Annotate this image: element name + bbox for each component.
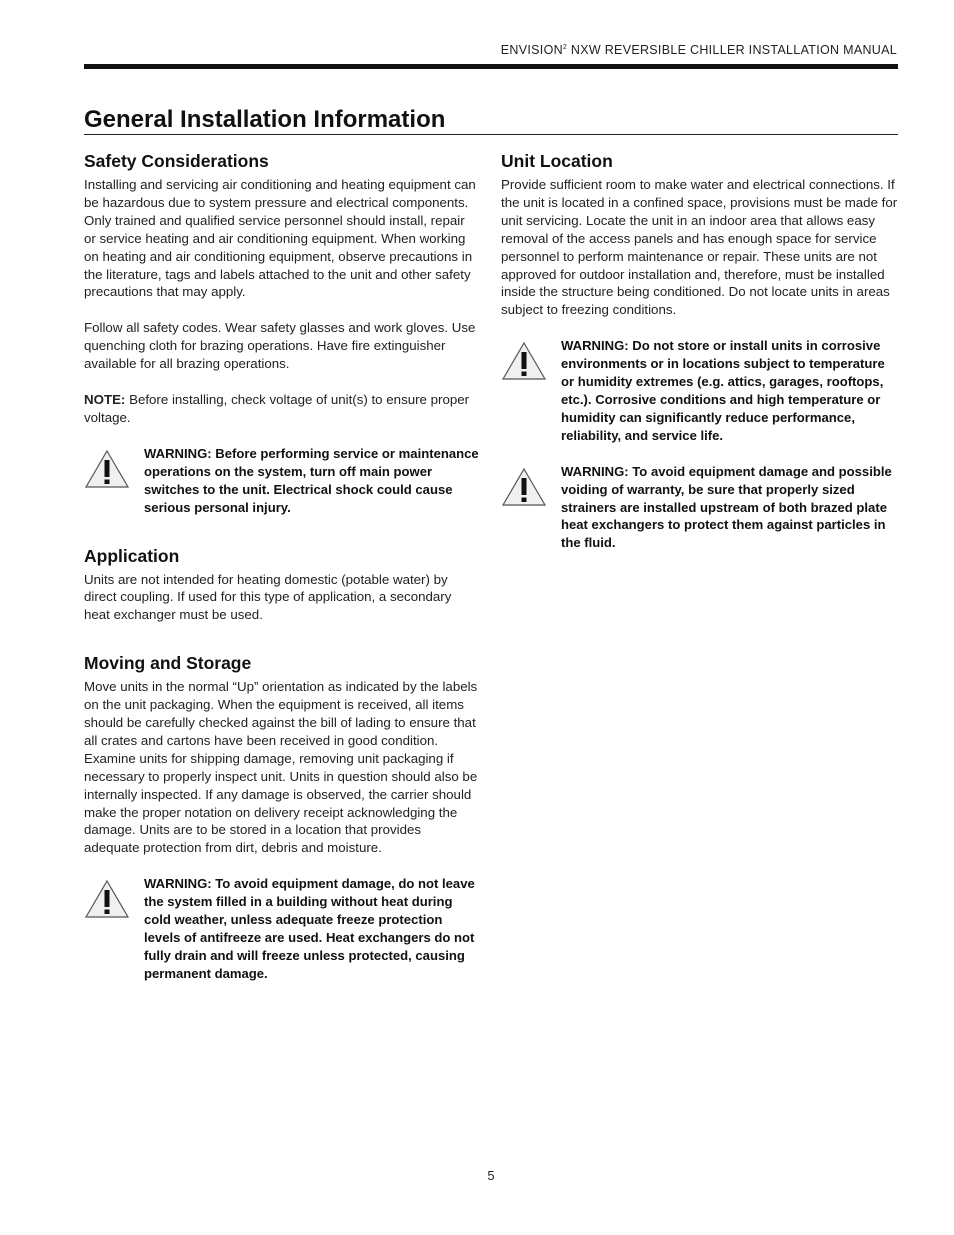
warning-corrosive-text: WARNING: Do not store or install units in corrosive environments or in locations subject to temperature or humidity extremes (e.g. attics, garages, rooftops, etc.). Corrosive conditions and high temperature or humidity can significantly reduce performance, reliability, and service life. [561, 338, 885, 443]
section-application [84, 545, 480, 625]
safety-paragraph-2: Follow all safety codes. Wear safety glasses and work gloves. Use quenching cloth for brazing operations. Have fire extinguisher available for all brazing operations. [84, 320, 476, 372]
running-header [501, 43, 897, 57]
manual-title: NXW REVERSIBLE CHILLER INSTALLATION MANUAL [567, 43, 897, 57]
section-unit-location [501, 150, 898, 552]
brand-superscript: 2 [562, 43, 568, 51]
title-rule [84, 134, 898, 135]
brand-name: ENVISION [500, 43, 563, 57]
header-rule [84, 64, 898, 69]
warning-strainers [501, 463, 898, 553]
left-column [84, 150, 480, 983]
note-text: Before installing, check voltage of unit(s) to ensure proper voltage. [84, 392, 470, 425]
page-title: General Installation Information [84, 106, 446, 133]
location-heading: Unit Location [501, 151, 613, 171]
section-moving-storage [84, 652, 480, 983]
warning-corrosive [501, 337, 898, 444]
warning-triangle-icon [501, 337, 561, 381]
safety-paragraph-1: Installing and servicing air conditioning and heating equipment can be hazardous due to system pressure and electrical components. Only trained and qualified service personnel should install, repair or service heating and air conditioning equipment. When working on heating and air conditioning equipment, observe precautions in the literature, tags and labels attached to the unit and other safety precautions that may apply. [84, 177, 476, 300]
application-heading: Application [84, 545, 180, 566]
note-label: NOTE: [84, 392, 126, 408]
warning-triangle-icon [501, 463, 561, 507]
warning-triangle-icon [84, 445, 144, 489]
warning-triangle-icon [84, 875, 144, 919]
moving-paragraph: Move units in the normal “Up” orientation as indicated by the labels on the unit packaging. When the equipment is received, all items should be carefully checked against the bill of lading to ensure that all crates and cartons have been received in good condition. Examine units for shipping damage, removing unit packaging if necessary to properly inspect unit. Units in question should also be internally inspected. If any damage is observed, the carrier should make the proper notation on delivery receipt acknowledging the damage. Units are to be stored in a location that provides adequate protection from dirt, debris and moisture. [84, 679, 478, 856]
warning-freeze [84, 875, 480, 982]
section-safety [84, 150, 480, 517]
safety-heading: Safety Considerations [84, 151, 269, 171]
warning-strainers-text: WARNING: To avoid equipment damage and possible voiding of warranty, be sure that properly sized strainers are installed upstream of both brazed plate heat exchangers to protect them against particles in the fluid. [561, 463, 892, 551]
application-paragraph: Units are not intended for heating domestic (potable water) by direct coupling. If used for this type of application, a secondary heat exchanger must be used. [84, 571, 452, 623]
warning-electrical-text: WARNING: Before performing service or maintenance operations on the system, turn off main power switches to the unit. Electrical shock could cause serious personal injury. [144, 445, 479, 515]
moving-heading: Moving and Storage [84, 653, 252, 674]
right-column [501, 150, 898, 552]
location-paragraph: Provide sufficient room to make water and electrical connections. If the unit is located in a confined space, provisions must be made for unit servicing. Locate the unit in an indoor area that allows easy removal of the access panels and has enough space for service personnel to perform maintenance or repair. These units are not approved for outdoor installation and, therefore, must be installed inside the structure being conditioned. Do not locate units in areas subject to freezing conditions. [501, 177, 898, 318]
safety-note [84, 391, 480, 427]
warning-electrical [84, 445, 480, 517]
warning-freeze-text: WARNING: To avoid equipment damage, do not leave the system filled in a building without heat during cold weather, unless adequate freeze protection levels of antifreeze are used. Heat exchangers do not fully drain and will freeze unless protected, causing permanent damage. [144, 876, 475, 981]
page-number: 5 [487, 1168, 495, 1183]
